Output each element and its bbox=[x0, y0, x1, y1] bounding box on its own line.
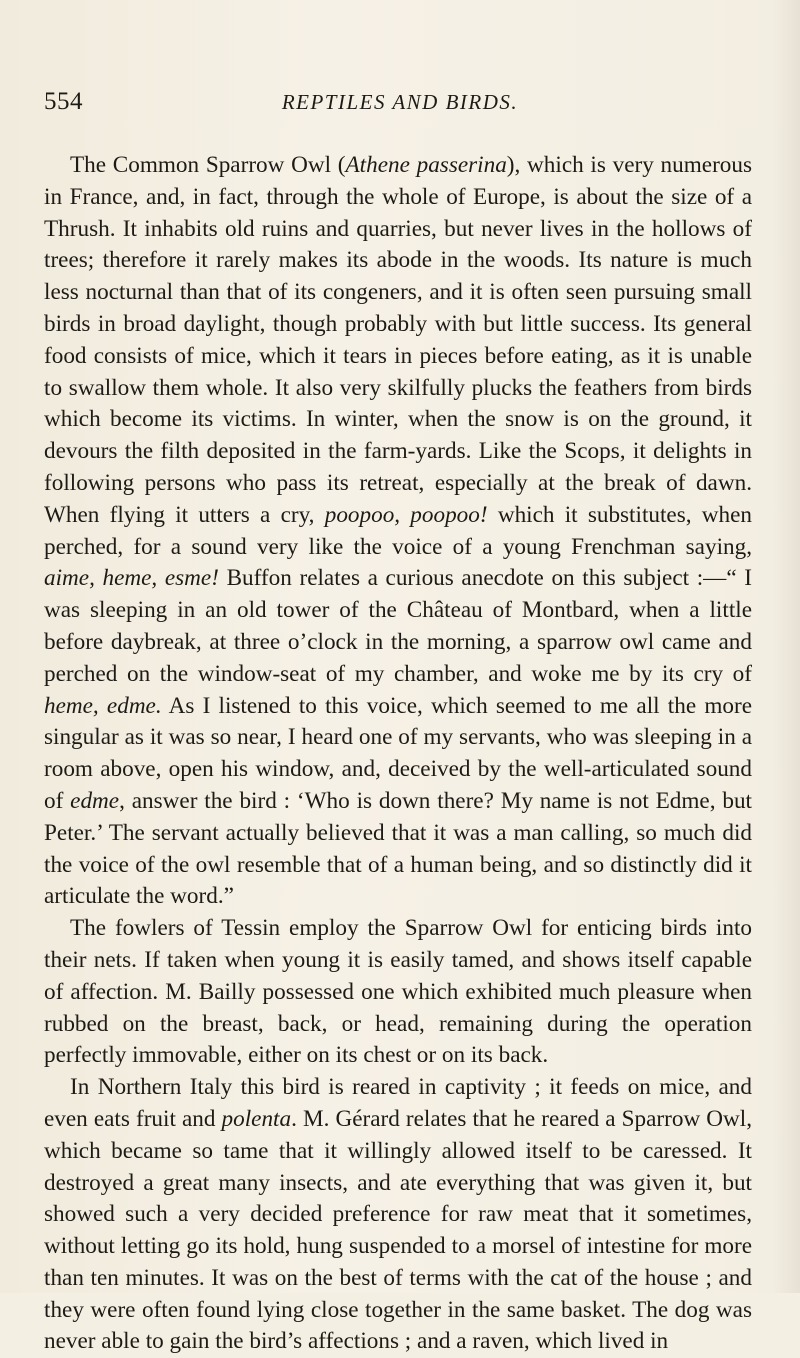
page-number: 554 bbox=[44, 88, 83, 115]
italic-text: heme, edme. bbox=[44, 692, 162, 719]
text-run: The fowlers of Tessin employ the Sparrow Owl for enticing birds into their nets. If taken when young it is easily tamed, and shows itself capable of affection. M. Bailly possessed one which exhibited much pleasure when rubbed on the breast, back, or head, remaining during the operation perfectly immovable, either on its chest or on its back. bbox=[44, 915, 752, 1069]
text-run: Buffon relates a curious anecdote on this subject :—“ I was sleeping in an old tower of the Château of Montbard, when a little before daybreak, at three o’clock in the morning, a sparrow owl came and perched on the window-seat of my chamber, and woke me by its cry of bbox=[44, 565, 752, 687]
text-run: . M. Gérard relates that he reared a Sparrow Owl, which became so tame that it willingly allowed itself to be caressed. It destroyed a great many insects, and ate everything that was given it, but showed such a very decided preference for raw meat that it sometimes, without letting go its hold, hung suspended to a morsel of intestine for more than ten minutes. It was on the best of terms with the cat of the house ; and they were often found lying close together in the same basket. The dog was never able to gain the bird’s affections ; and a raven, which lived in bbox=[44, 1105, 752, 1355]
text-run: The Common Sparrow Owl ( bbox=[70, 152, 346, 178]
running-head: REPTILES AND BIRDS. bbox=[281, 90, 519, 114]
italic-text: Athene passerina bbox=[345, 152, 507, 178]
paragraph bbox=[44, 913, 752, 1072]
body-text bbox=[44, 150, 752, 1358]
paragraph bbox=[44, 150, 752, 913]
text-run: which it substitutes, when perched, for a sound very like the voice of a young Frenchman saying, bbox=[44, 501, 752, 560]
italic-text: polenta bbox=[221, 1105, 292, 1132]
text-run: In Northern Italy this bird is reared in captivity ; it feeds on mice, and even eats fruit and bbox=[44, 1074, 752, 1132]
text-run: , answer the bird : ‘Who is down there? My name is not Edme, but Peter.’ The servant actually believed that it was a man calling, so much did the voice of the owl resemble that of a human being, and so distinctly did it articulate the word.” bbox=[44, 787, 752, 910]
text-run: As I listened to this voice, which seemed to me all the more singular as it was so near, I heard one of my servants, who was sleeping in a room above, open his window, and, deceived by the well-articulated sound of bbox=[44, 692, 752, 814]
page-header bbox=[44, 88, 756, 128]
page-edge-shadow bbox=[772, 0, 800, 1293]
italic-text: poopoo, poopoo! bbox=[324, 501, 488, 528]
text-run: ), which is very numerous in France, and, in fact, through the whole of Europe, is about the size of a Thrush. It inhabits old ruins and quarries, but never lives in the hollows of trees; therefore it rarely makes its abode in the woods. Its nature is much less nocturnal than that of its congeners, and it is often seen pursuing small birds in broad daylight, though probably with but little success. Its general food consists of mice, which it tears in pieces before eating, as it is unable to swallow them whole. It also very skilfully plucks the feathers from birds which become its victims. In winter, when the snow is on the ground, it devours the filth deposited in the farm-yards. Like the Scops, it delights in following persons who pass its retreat, especially at the break of dawn. When flying it utters a cry, bbox=[44, 152, 752, 528]
italic-text: edme bbox=[70, 787, 120, 814]
paragraph bbox=[44, 1072, 752, 1358]
italic-text: aime, heme, esme! bbox=[44, 565, 219, 592]
